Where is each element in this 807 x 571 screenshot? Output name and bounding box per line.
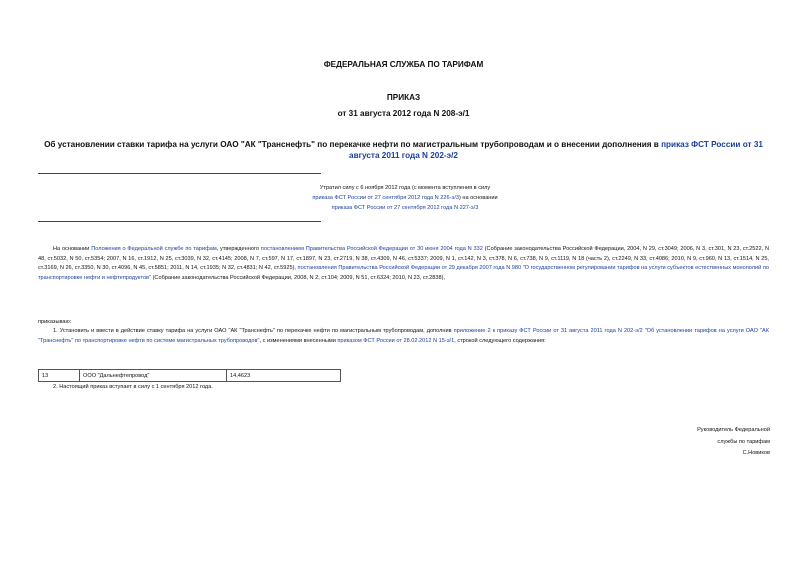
divider-top <box>38 173 321 174</box>
signature-block <box>560 425 770 460</box>
preamble-paragraph <box>38 245 769 283</box>
p3-text-a: 1. Установить и ввести в действие ставку тарифа на услуги ОАО "АК "Транснефть" по перекачке нефти по магистральным трубопроводам, дополнив <box>53 328 454 334</box>
table-cell-rate: 14,4623 <box>227 370 341 382</box>
table-cell-number: 13 <box>39 370 80 382</box>
subject-link[interactable]: приказ ФСТ России от 31 августа 2011 года N 202-э/2 <box>349 140 763 160</box>
p1-link-regulation[interactable]: Положения о Федеральной службе по тарифам <box>91 246 217 252</box>
status-link-2[interactable]: приказа ФСТ России от 27 сентября 2012 года N 227-э/3 <box>331 205 479 211</box>
p1-link-decree-980[interactable]: постановления Правительства Российской Федерации от 29 декабря 2007 года N 980 "О государственном регулировании тарифов на услуги субъектов естественных монополий по транспортировке нефти и нефтепродуктов" <box>38 265 769 281</box>
document-type: ПРИКАЗ <box>386 93 421 102</box>
signature-line-1: Руководитель Федеральной <box>697 427 770 433</box>
p3-text-b: , с изменениями внесенными <box>259 337 338 344</box>
p3-link-appendix[interactable]: приложение 2 к приказу ФСТ России от 31 августа 2011 года N 202-э/2 "Об установлении тарифов на услуги ОАО "АК "Транснефть" по транспортировке нефти по системе магистральных трубопроводов" <box>38 328 770 344</box>
org-name: ФЕДЕРАЛЬНАЯ СЛУЖБА ПО ТАРИФАМ <box>323 60 484 69</box>
signature-line-2: службы по тарифам <box>717 438 770 445</box>
p3-link-order-15[interactable]: приказом ФСТ России от 28.02.2012 N 15-э/1 <box>337 337 455 344</box>
p1-link-decree-332[interactable]: постановлением Правительства Российской Федерации от 30 июня 2004 года N 332 <box>260 246 483 252</box>
p3-text-c: , строкой следующего содержания: <box>454 337 546 344</box>
status-after-link: ) на основании <box>459 195 498 201</box>
tariff-table <box>38 369 341 382</box>
status-line-2 <box>240 193 570 203</box>
table-cell-company: ООО "Дальнефтепровод" <box>80 370 227 382</box>
document-date-number: от 31 августа 2012 года N 208-э/1 <box>337 109 470 118</box>
p1-text-a: На основании <box>53 246 92 252</box>
document-subject <box>30 139 777 161</box>
order-word: приказываю: <box>38 319 72 325</box>
p1-text-b: , утвержденного <box>216 246 261 252</box>
p1-text-c: (Собрание законодательства Российской Федерации, 2004, N 29, ст.3049; 2006, N 3, ст.301, N 23, ст.2522, N 48, ст.5032, N 50, ст.5354; 2007, N 16, ст.1912, N 25, ст.3039, N 32, ст.4145; 2008, N 7, ст.597, N 17, ст.1897, N 23, ст.2719, N 38, ст.4309, N 46, ст.5337; 2009, N 1, ст.142, N 3, ст.378, N 6, ст.738, N 9, ст.1119, N 18 (часть 2), ст.2249, N 33, ст.4086; 2010, N 9, ст.960, N 13, ст.1514, N 25, ст.3169, N 26, ст.3350, N 30, ст.4096, N 45, ст.5851; 2011, N 14, ст.1935; N 32, ст.4831; N 42, ст.5925), <box>38 246 770 272</box>
clause-1 <box>38 327 769 346</box>
p1-text-d: (Собрание законодательства Российской Федерации, 2008, N 2, ст.104; 2009, N 51, ст.6324; 2010, N 23, ст.2838), <box>151 274 446 281</box>
divider-bottom <box>38 221 321 222</box>
status-note <box>240 183 570 213</box>
table-row <box>39 370 341 382</box>
subject-text: Об установлении ставки тарифа на услуги ОАО "АК "Транснефть" по перекачке нефти по магистральным трубопроводам и о внесении дополнения в <box>44 140 662 149</box>
status-line-3 <box>240 203 570 213</box>
signature-name: С.Новиков <box>742 450 770 456</box>
status-link-1[interactable]: приказа ФСТ России от 27 сентября 2012 года N 226-э/3 <box>312 195 459 201</box>
clause-2: 2. Настоящий приказ вступает в силу с 1 сентября 2012 года. <box>53 384 213 390</box>
status-line-1: Утратил силу с 6 ноября 2012 года (с момента вступления в силу <box>319 185 491 191</box>
